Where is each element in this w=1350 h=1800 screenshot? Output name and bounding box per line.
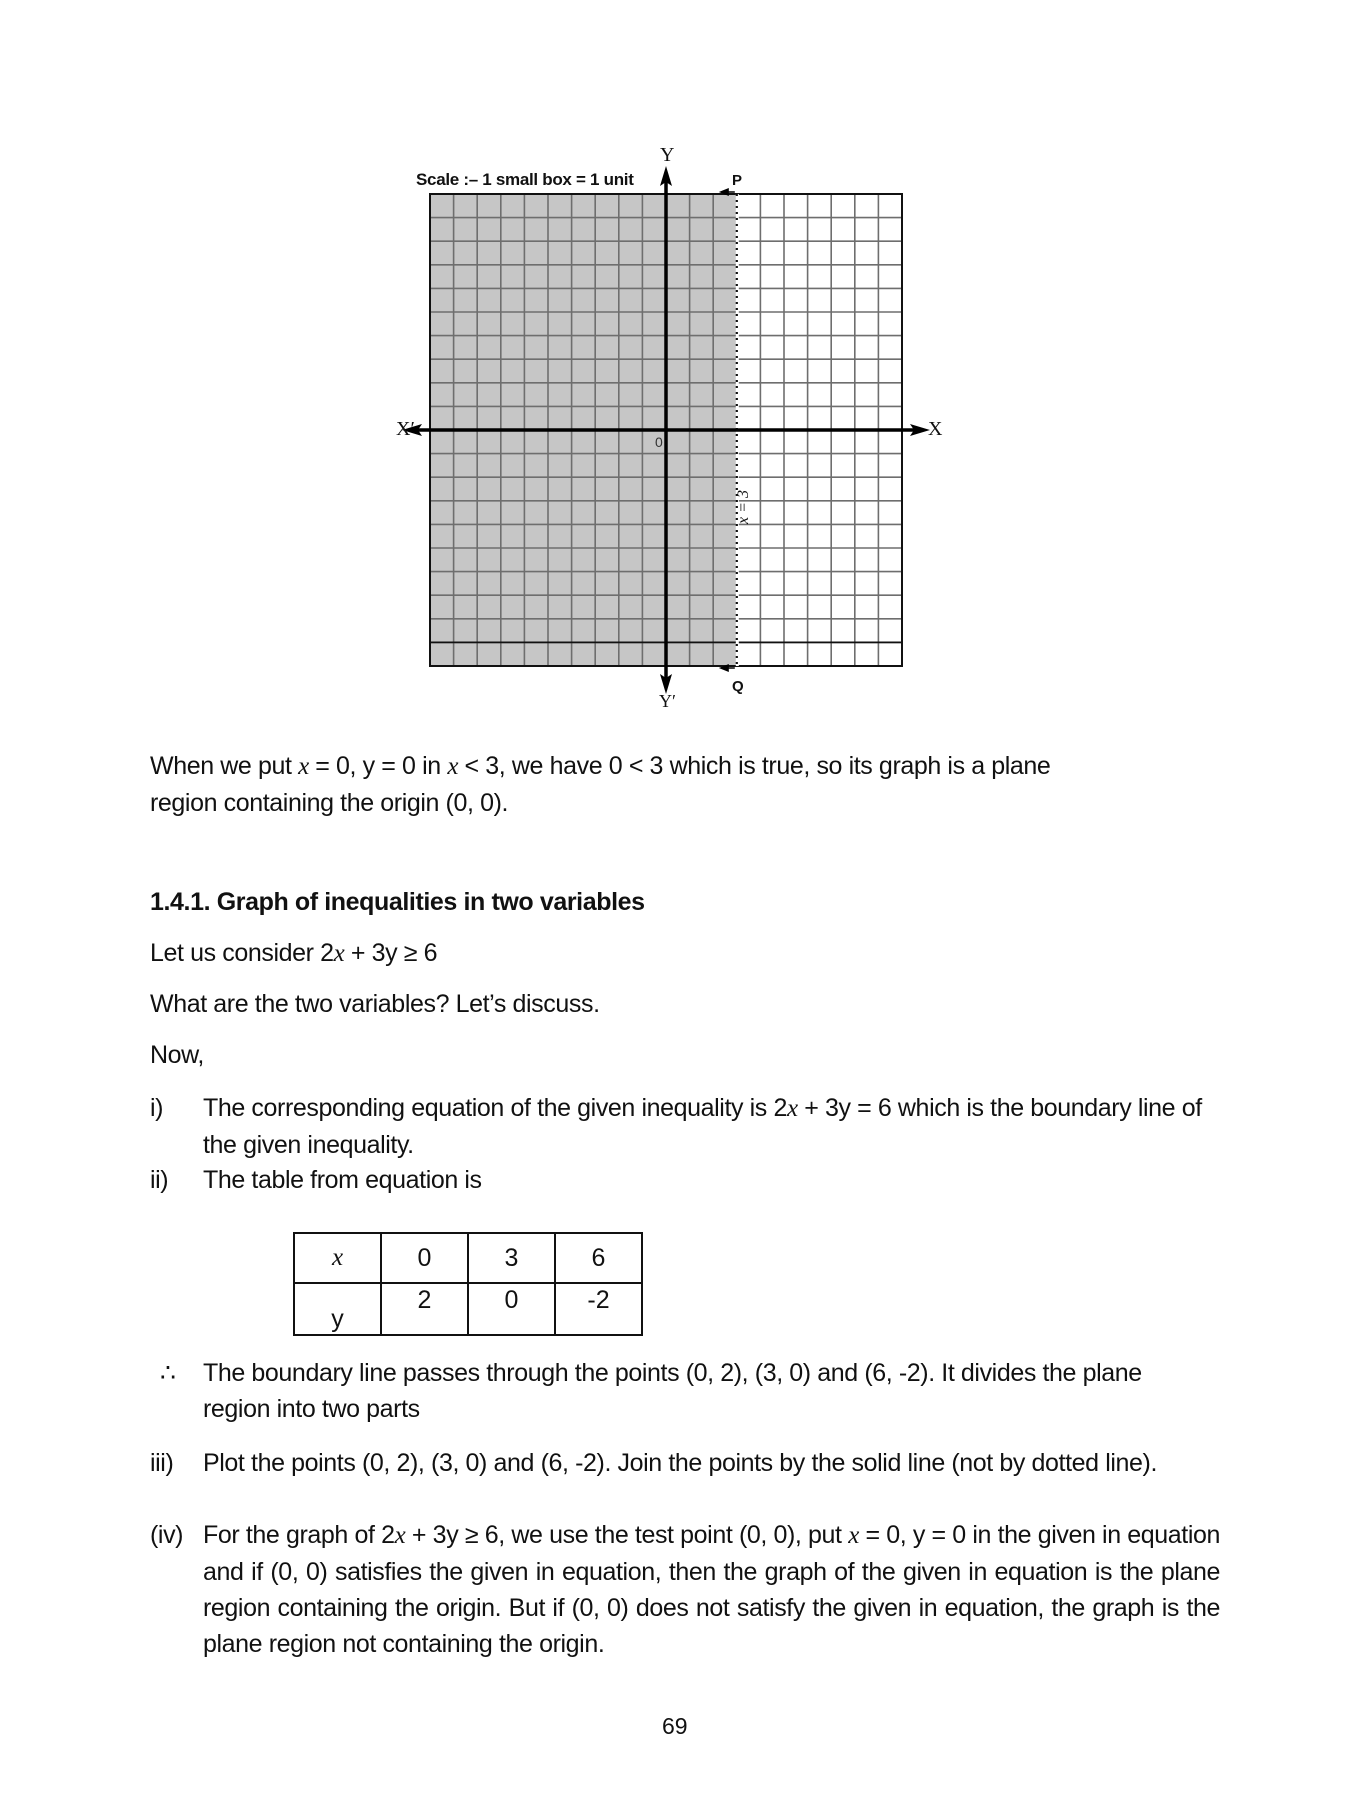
list-marker: (iv) — [150, 1521, 184, 1549]
page-number: 69 — [662, 1713, 688, 1739]
table-cell: 3 — [468, 1233, 555, 1283]
boundary-line-label: x = 3 — [734, 490, 752, 524]
section-heading: 1.4.1. Graph of inequalities in two variables — [150, 888, 645, 916]
y-neg-axis-label: Y′ — [659, 691, 676, 711]
list-marker: ii) — [150, 1166, 169, 1194]
values-table — [293, 1232, 643, 1336]
table-cell: 0 — [381, 1233, 468, 1283]
table-cell: 6 — [555, 1233, 642, 1283]
origin-label: 0 — [655, 434, 663, 450]
table-row — [294, 1233, 642, 1283]
list-item-ii: ii) The table from equation is — [150, 1162, 1220, 1198]
list-item-iv: (iv) For the graph of 2x + 3y ≥ 6, we use the test point (0, 0), put x = 0, y = 0 in the given in equation and if (0, 0) satisfies the given in equation, then the graph of the given in equation is the plane region containing the origin. But if (0, 0) does not satisfy the given in equation, the graph is the plane region not containing the origin. — [150, 1517, 1220, 1662]
table-row — [294, 1283, 642, 1335]
now-line: Now, — [150, 1041, 204, 1069]
point-p-label: P — [732, 172, 743, 189]
question-line: What are the two variables? Let’s discuss. — [150, 990, 600, 1018]
point-q-label: Q — [732, 678, 744, 695]
graph-canvas — [380, 150, 960, 720]
inequality-graph — [380, 144, 960, 720]
test-point-paragraph: When we put x = 0, y = 0 in x < 3, we have 0 < 3 which is true, so its graph is a plane region containing the origin (0, 0). — [150, 752, 1051, 817]
table-cell: -2 — [555, 1283, 642, 1335]
list-item-iii: iii) Plot the points (0, 2), (3, 0) and (6, -2). Join the points by the solid line (not by dotted line). — [150, 1445, 1220, 1481]
scale-label: Scale :– 1 small box = 1 unit — [416, 170, 634, 189]
list-marker: iii) — [150, 1449, 174, 1477]
therefore-item: ∴ The boundary line passes through the points (0, 2), (3, 0) and (6, -2). It divides the plane region into two parts — [150, 1355, 1220, 1427]
table-header-x: x — [294, 1233, 381, 1283]
table-cell: 0 — [468, 1283, 555, 1335]
x-neg-axis-label: X′ — [396, 418, 415, 440]
therefore-symbol: ∴ — [160, 1359, 176, 1387]
y-axis-label: Y — [660, 144, 675, 166]
x-axis-label: X — [928, 418, 943, 440]
list-marker: i) — [150, 1094, 164, 1122]
consider-line: Let us consider 2x + 3y ≥ 6 — [150, 939, 438, 967]
table-header-y: y — [294, 1283, 381, 1335]
list-item-i: i) The corresponding equation of the given inequality is 2x + 3y = 6 which is the boundary line of the given inequality. — [150, 1090, 1220, 1163]
table-cell: 2 — [381, 1283, 468, 1335]
